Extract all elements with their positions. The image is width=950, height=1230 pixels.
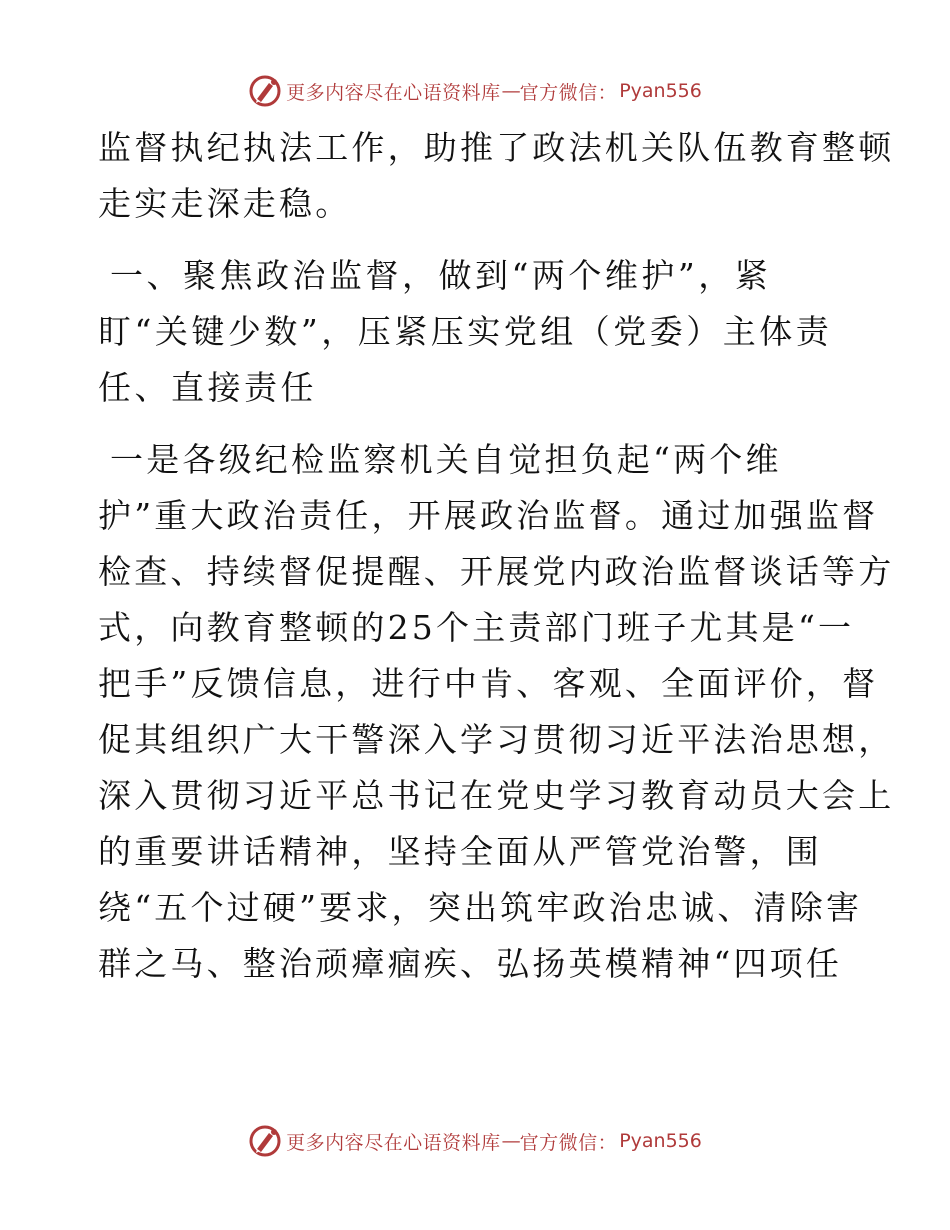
section-heading-line: 盯“关键少数”，压紧压实党组（党委）主体责 xyxy=(98,312,833,351)
document-body xyxy=(98,120,895,992)
paragraph-line: 把手”反馈信息，进行中肯、客观、全面评价，督 xyxy=(98,664,879,703)
watermark-separator: — xyxy=(501,1130,519,1152)
watermark-wechat-id: Pyan556 xyxy=(619,1130,702,1152)
watermark-text: 更多内容尽在心语资料库 xyxy=(286,81,501,104)
paragraph-line: 深入贯彻习近平总书记在党史学习教育动员大会上 xyxy=(98,776,895,815)
paragraph-line: 一是各级纪检监察机关自觉担负起“两个维 xyxy=(110,440,782,479)
paragraph-line: 检查、持续督促提醒、开展党内政治监督谈话等方 xyxy=(98,552,895,591)
watermark-text: 更多内容尽在心语资料库 xyxy=(286,1131,501,1154)
paragraph-line: 护”重大政治责任，开展政治监督。通过加强监督 xyxy=(98,496,879,535)
pen-logo-icon xyxy=(248,1124,282,1158)
section-heading-line: 一、聚焦政治监督，做到“两个维护”，紧 xyxy=(110,256,772,295)
paragraph-line: 绕“五个过硬”要求，突出筑牢政治忠诚、清除害 xyxy=(98,888,863,927)
pen-logo-icon xyxy=(248,74,282,108)
watermark-separator: — xyxy=(501,80,519,102)
watermark-footer xyxy=(0,1121,950,1161)
paragraph-line: 群之马、整治顽瘴痼疾、弘扬英模精神“四项任 xyxy=(98,944,843,983)
paragraph-line: 式，向教育整顿的25个主责部门班子尤其是“一 xyxy=(98,608,855,647)
section-heading-line: 任、直接责任 xyxy=(98,368,317,407)
paragraph-line: 促其组织广大干警深入学习贯彻习近平法治思想， xyxy=(98,720,895,759)
watermark-wechat-label: 官方微信： xyxy=(519,1131,618,1154)
watermark-wechat-label: 官方微信： xyxy=(519,81,618,104)
paragraph-line: 的重要讲话精神，坚持全面从严管党治警，围 xyxy=(98,832,822,871)
watermark-header xyxy=(0,71,950,111)
watermark-wechat-id: Pyan556 xyxy=(619,80,702,102)
body-line: 监督执纪执法工作，助推了政法机关队伍教育整顿 xyxy=(98,128,895,167)
body-line: 走实走深走稳。 xyxy=(98,184,352,223)
